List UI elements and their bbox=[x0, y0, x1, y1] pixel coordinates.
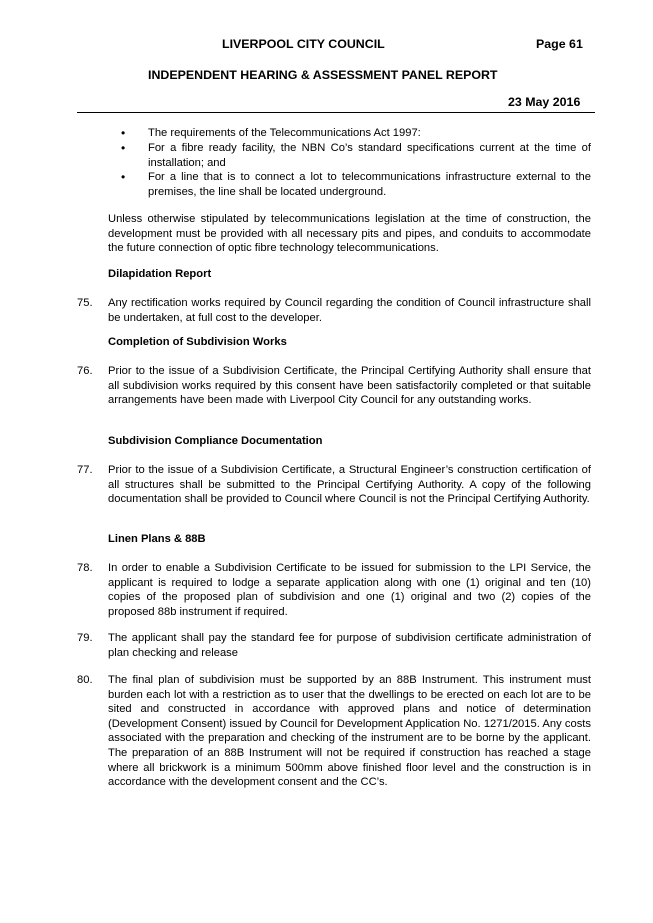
item-number: 78. bbox=[77, 562, 93, 574]
item-text: In order to enable a Subdivision Certificate to be issued for submission to the LPI Service, the applicant is required to lodge a separate application along with one (1) original and ten (10) copies of the proposed plan of subdivision and one (1) original and two (2) copies of the proposed 88b instrument if required. bbox=[108, 562, 591, 618]
report-title: INDEPENDENT HEARING & ASSESSMENT PANEL REPORT bbox=[148, 68, 498, 82]
bullet-item: For a fibre ready facility, the NBN Co’s standard specifications current at the time of installation; and bbox=[148, 142, 591, 169]
item-number: 75. bbox=[77, 297, 93, 309]
item-number: 79. bbox=[77, 632, 93, 644]
bullet-icon: • bbox=[121, 141, 126, 155]
item-text: The final plan of subdivision must be supported by an 88B Instrument. This instrument must burden each lot with a restriction as to user that the dwellings to be erected on each lot are to be sited and constructed in accordance with approved plans and notice of determination (Development Consent) issued by Council for Development Application No. 1271/2015. Any costs associated with the preparation and checking of the instrument are to be borne by the applicant. The preparation of an 88B Instrument will not be required if construction has reached a stage where all brickwork is a minimum 500mm above finished floor level and the construction is in accordance with the development consent and the CC’s. bbox=[108, 674, 591, 789]
bullet-item: For a line that is to connect a lot to telecommunications infrastructure external to the premises, the line shall be located underground. bbox=[148, 171, 591, 198]
item-text: Any rectification works required by Council regarding the condition of Council infrastructure shall be undertaken, at full cost to the developer. bbox=[108, 297, 591, 324]
section-heading: Completion of Subdivision Works bbox=[108, 336, 287, 348]
bullet-item: The requirements of the Telecommunications Act 1997: bbox=[148, 127, 421, 139]
item-text: Prior to the issue of a Subdivision Certificate, a Structural Engineer’s construction certification of all structures shall be submitted to the Principal Certifying Authority. A copy of the following documentation shall be provided to Council where Council is not the Principal Certifying Authority. bbox=[108, 464, 591, 506]
section-heading: Dilapidation Report bbox=[108, 268, 212, 280]
bullet-icon: • bbox=[121, 126, 126, 140]
item-text: Prior to the issue of a Subdivision Certificate, the Principal Certifying Authority shall ensure that all subdivision works required by this consent have been satisfactorily completed or that suitable arrangements have been made with Liverpool City Council for any outstanding works. bbox=[108, 365, 591, 407]
page-number: Page 61 bbox=[536, 37, 583, 51]
report-date: 23 May 2016 bbox=[508, 95, 581, 109]
intro-paragraph: Unless otherwise stipulated by telecommunications legislation at the time of construction, the development must be provided with all necessary pits and pipes, and conduits to accommodate the future connection of optic fibre technology telecommunications. bbox=[108, 213, 591, 255]
item-number: 77. bbox=[77, 464, 93, 476]
council-name: LIVERPOOL CITY COUNCIL bbox=[222, 37, 385, 51]
item-text: The applicant shall pay the standard fee for purpose of subdivision certificate administration of plan checking and release bbox=[108, 632, 591, 659]
header-rule bbox=[77, 112, 595, 113]
section-heading: Subdivision Compliance Documentation bbox=[108, 435, 323, 447]
item-number: 76. bbox=[77, 365, 93, 377]
item-number: 80. bbox=[77, 674, 93, 686]
bullet-icon: • bbox=[121, 170, 126, 184]
section-heading: Linen Plans & 88B bbox=[108, 533, 206, 545]
